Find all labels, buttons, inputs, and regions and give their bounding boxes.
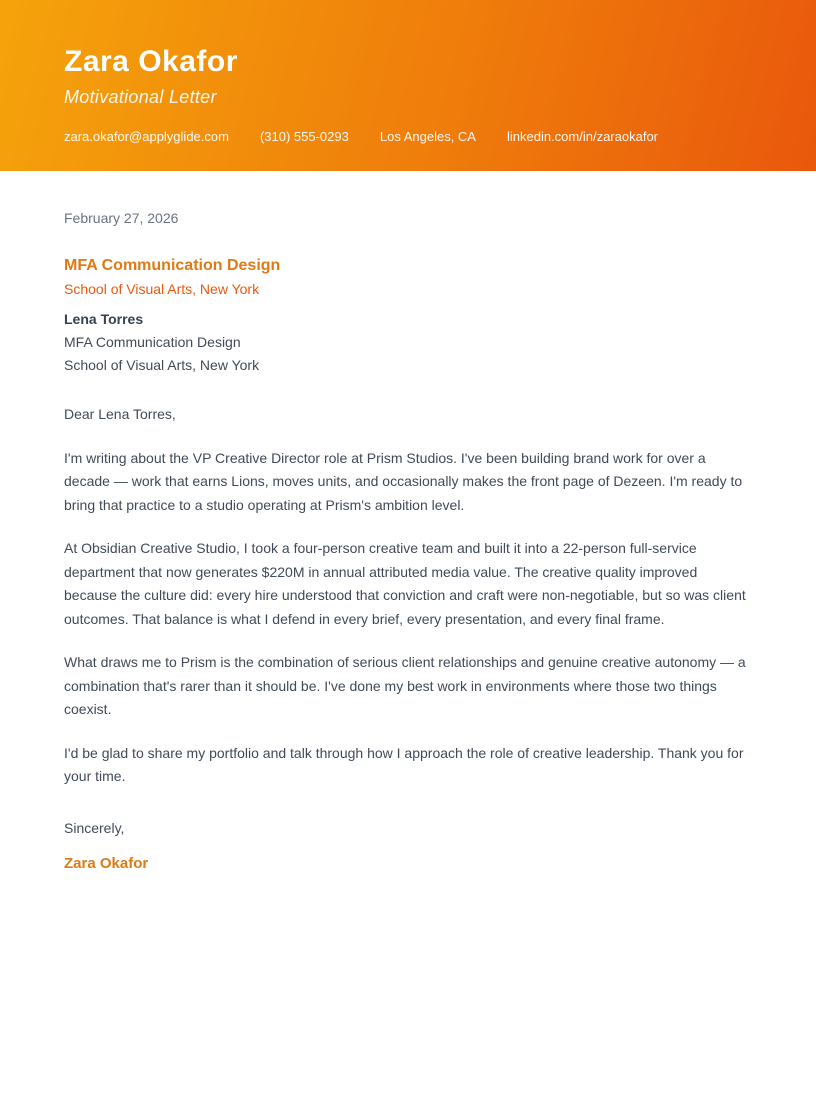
letter-body (0, 210, 816, 872)
signature-name: Zara Okafor (64, 855, 149, 872)
letter-date: February 27, 2026 (64, 210, 179, 226)
program-title: MFA Communication Design (64, 257, 281, 274)
letter-paragraph-1: I'm writing about the VP Creative Director role at Prism Studios. I've been building brand work for over a decade — work that earns Lions, moves units, and occasionally makes the front page of Dezeen. I'm ready to bring that practice to a studio operating at Prism's ambition level. (64, 449, 743, 513)
contact-location: Los Angeles, CA (379, 129, 476, 144)
document-type-subtitle: Motivational Letter (64, 87, 217, 107)
salutation: Dear Lena Torres, (64, 406, 176, 422)
letter-paragraph-3: What draws me to Prism is the combination of serious client relationships and genuine creative autonomy — a combination that's rarer than it should be. I've done my best work in environments where those two things coexist. (64, 654, 746, 717)
recipient-program-line: MFA Communication Design (64, 334, 241, 350)
contact-phone: (310) 555-0293 (259, 129, 349, 144)
person-name: Zara Okafor (64, 45, 238, 78)
contact-email[interactable]: zara.okafor@applyglide.com (64, 129, 229, 144)
recipient-name: Lena Torres (64, 311, 144, 327)
recipient-block (64, 308, 752, 377)
contact-row (64, 129, 752, 144)
recipient-school-line: School of Visual Arts, New York (64, 357, 260, 373)
letter-header (0, 0, 816, 171)
letter-paragraph-4: I'd be glad to share my portfolio and talk through how I approach the role of creative leadership. Thank you for your time. (64, 744, 744, 784)
closing: Sincerely, (64, 819, 125, 836)
contact-linkedin[interactable]: linkedin.com/in/zaraokafor (506, 129, 659, 144)
letter-paragraph-2: At Obsidian Creative Studio, I took a four-person creative team and built it into a 22-person full-service department that now generates $220M in annual attributed media value. The creative quality improved because the culture did: every hire understood that conviction and craft were non-negotiable, but so was client outcomes. That balance is what I defend in every brief, every presentation, and every final frame. (64, 540, 746, 627)
program-school: School of Visual Arts, New York (64, 281, 260, 297)
program-block (64, 257, 752, 297)
